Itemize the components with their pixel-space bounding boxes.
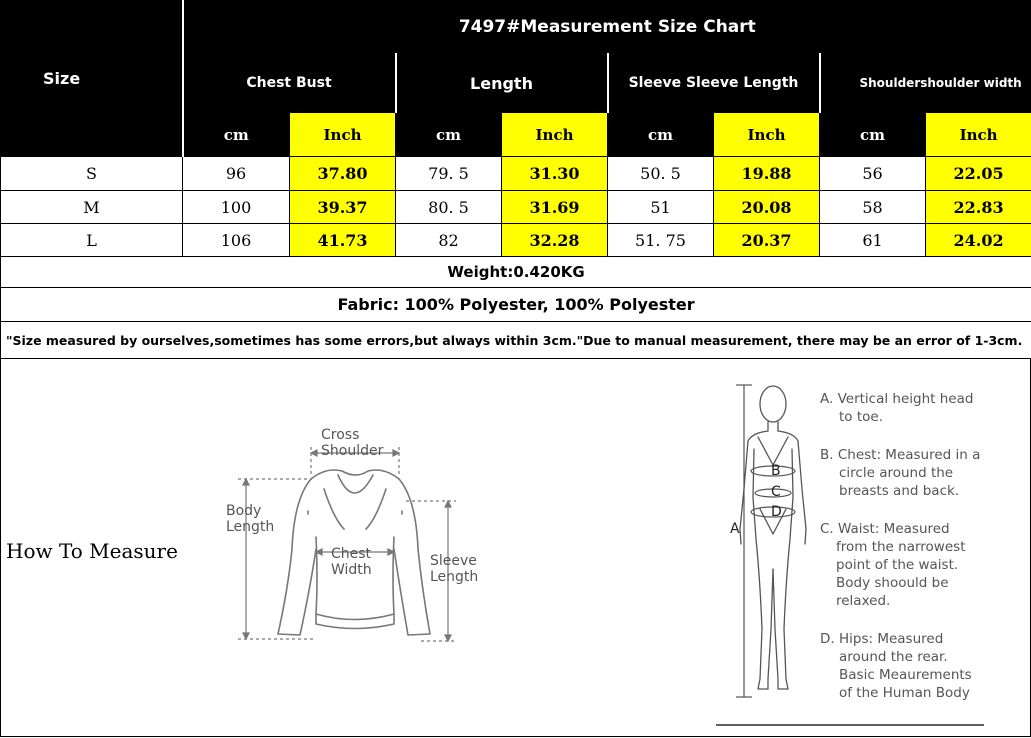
- figure-note-line: to toe.: [839, 409, 883, 425]
- fabric-row: Fabric: 100% Polyester, 100% Polyester: [1, 288, 1031, 322]
- shoulder-width-header: Shouldershoulder width: [820, 54, 1031, 113]
- chart-title: 7497#Measurement Size Chart: [183, 1, 1031, 54]
- sleeve-length-header: Sleeve Sleeve Length: [608, 54, 820, 113]
- unit-cm: cm: [396, 113, 502, 157]
- figure-note-line: of the Human Body: [839, 685, 970, 701]
- size-header: Size: [1, 1, 183, 157]
- figure-label-b: B: [771, 463, 781, 479]
- cross-shoulder-label: Shoulder: [321, 443, 384, 459]
- size-cell: S: [1, 157, 183, 191]
- figure-note-line: breasts and back.: [839, 483, 960, 499]
- size-chart-table: [0, 0, 1031, 359]
- measurement-note: "Size measured by ourselves,sometimes has some errors,but always within 3cm."Due to manual measurement, there may be an error of 1-3cm.: [1, 322, 1031, 359]
- figure-note-line: point of the waist.: [836, 557, 959, 573]
- sleeve-inch-cell: 19.88: [714, 157, 820, 191]
- shoulder-cm-cell: 58: [820, 191, 926, 224]
- size-cell: M: [1, 191, 183, 224]
- figure-note-line: from the narrowest: [836, 539, 966, 555]
- length-cm-cell: 79. 5: [396, 157, 502, 191]
- chest-cm-cell: 106: [183, 224, 290, 257]
- chest-width-label: Chest: [331, 546, 372, 562]
- sleeve-length-label: Length: [430, 569, 479, 585]
- unit-inch: Inch: [926, 113, 1031, 157]
- how-to-measure-label: How To Measure: [6, 539, 178, 563]
- chest-cm-cell: 96: [183, 157, 290, 191]
- size-cell: L: [1, 224, 183, 257]
- chest-inch-cell: 37.80: [290, 157, 396, 191]
- figure-note-line: Basic Meaurements: [839, 667, 972, 683]
- sleeve-cm-cell: 50. 5: [608, 157, 714, 191]
- cross-shoulder-label: Cross: [321, 427, 360, 443]
- figure-note-line: D. Hips: Measured: [820, 631, 944, 647]
- figure-label-a: A: [730, 521, 740, 537]
- chest-cm-cell: 100: [183, 191, 290, 224]
- length-inch-cell: 31.30: [502, 157, 608, 191]
- body-length-label: Length: [226, 519, 275, 535]
- sweater-diagram: [216, 419, 496, 659]
- sleeve-cm-cell: 51. 75: [608, 224, 714, 257]
- unit-inch: Inch: [290, 113, 396, 157]
- shoulder-cm-cell: 61: [820, 224, 926, 257]
- figure-note-line: circle around the: [839, 465, 954, 481]
- figure-label-c: C: [771, 484, 781, 500]
- shoulder-inch-cell: 22.83: [926, 191, 1031, 224]
- table-row: [1, 224, 1031, 257]
- shoulder-inch-cell: 24.02: [926, 224, 1031, 257]
- sleeve-inch-cell: 20.08: [714, 191, 820, 224]
- shoulder-inch-cell: 22.05: [926, 157, 1031, 191]
- figure-note-line: around the rear.: [839, 649, 948, 665]
- body-figure-diagram: [716, 379, 996, 731]
- length-inch-cell: 32.28: [502, 224, 608, 257]
- figure-note-line: B. Chest: Measured in a: [820, 447, 981, 463]
- chest-bust-header: Chest Bust: [183, 54, 396, 113]
- length-header: Length: [396, 54, 608, 113]
- figure-label-d: D: [771, 504, 782, 520]
- chest-inch-cell: 41.73: [290, 224, 396, 257]
- chest-inch-cell: 39.37: [290, 191, 396, 224]
- unit-cm: cm: [608, 113, 714, 157]
- chest-width-label: Width: [331, 562, 372, 578]
- figure-note-line: relaxed.: [836, 593, 891, 609]
- figure-note-line: C. Waist: Measured: [820, 521, 950, 537]
- body-length-label: Body: [226, 503, 262, 519]
- table-row: [1, 157, 1031, 191]
- table-row: [1, 191, 1031, 224]
- unit-inch: Inch: [714, 113, 820, 157]
- unit-cm: cm: [820, 113, 926, 157]
- figure-note-line: A. Vertical height head: [820, 391, 974, 407]
- sleeve-cm-cell: 51: [608, 191, 714, 224]
- sleeve-inch-cell: 20.37: [714, 224, 820, 257]
- weight-row: Weight:0.420KG: [1, 257, 1031, 288]
- sleeve-length-label: Sleeve: [430, 553, 477, 569]
- figure-note-line: Body shoould be: [836, 575, 949, 591]
- length-cm-cell: 80. 5: [396, 191, 502, 224]
- length-inch-cell: 31.69: [502, 191, 608, 224]
- unit-cm: cm: [183, 113, 290, 157]
- length-cm-cell: 82: [396, 224, 502, 257]
- unit-inch: Inch: [502, 113, 608, 157]
- shoulder-cm-cell: 56: [820, 157, 926, 191]
- how-to-measure-panel: [0, 359, 1031, 737]
